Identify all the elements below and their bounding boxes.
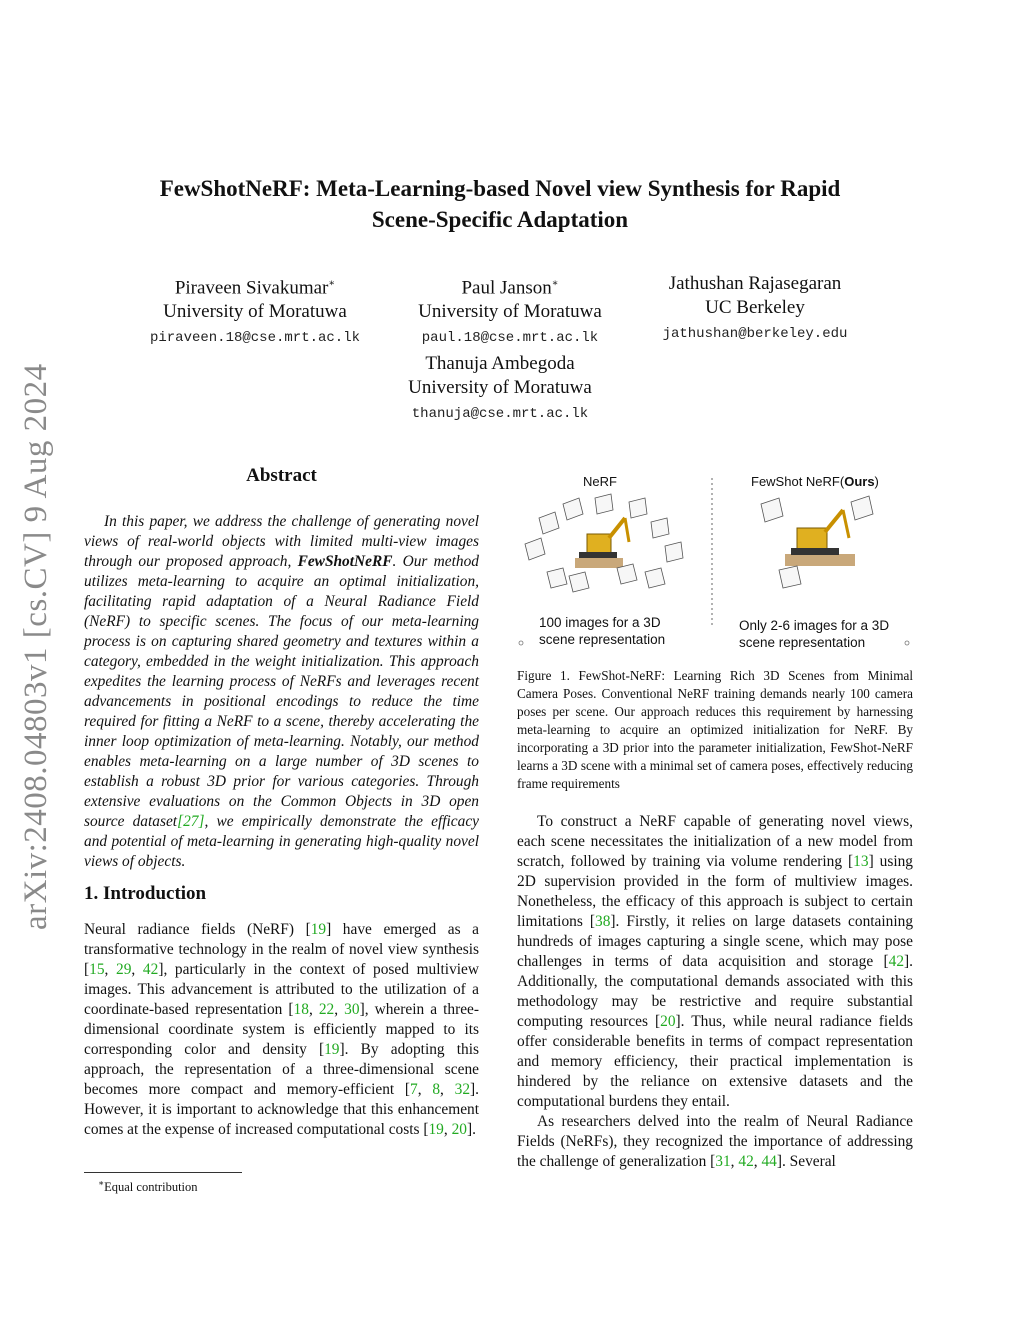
citation-link[interactable]: 7 [410,1081,418,1098]
body-text: , [131,961,143,978]
abstract-text: . Our method utilizes meta-learning to acquire an optimal initialization, facilitating rapid adaptation of a Neural Radiance Field (NeRF) to specific scenes. The focus of our meta-learning process is on capturing shared geometry and textures within a category, embedded in the weight initialization. This approach expedites the learning process of NeRFs and leverages recent advancements in positional encodings to reduce the time required for fitting a NeRF to a scene, thereby accelerating the inner loop optimization of meta-learning. Notably, our method enables meta-learning on a large number of 3D scenes to establish a robust 3D prior for various categories. Through extensive evaluations on the Common Objects in 3D open source dataset [84,553,479,830]
body-text: ], wherein a three-dimensional coordinate system is efficiently mapped to its corresponding color and density [ [84,1001,479,1058]
figure-1 [517,468,913,658]
author-email[interactable]: jathushan@berkeley.edu [662,326,848,342]
citation-link[interactable]: 32 [454,1081,471,1098]
abstract-heading: Abstract [246,465,317,486]
citation-link[interactable]: [27] [177,813,205,830]
body-text: , [308,1001,319,1018]
title-line-2: Scene-Specific Adaptation [371,207,629,232]
author-1 [135,272,375,348]
equal-contribution-mark: ∗ [328,278,336,289]
body-text: ]. Additionally, the computational demands associated with this methodology may be restrictive and require substantial computing resources [ [517,953,913,1030]
citation-link[interactable]: 20 [451,1121,467,1138]
paper-title [100,173,900,235]
title-line-1: FewShotNeRF: Meta-Learning-based Novel view Synthesis for Rapid [159,176,841,201]
body-text: ]. Firstly, it relies on large datasets containing hundreds of images capturing a single scene, which may pose challenges in terms of data acquisition and storage [ [517,913,914,970]
citation-link[interactable]: 19 [310,921,327,938]
body-text: ] using 2D supervision provided in the form of multiview images. Nonetheless, the efficacy of this approach is subject to certain limitations [ [517,853,913,930]
footnote-mark: ∗ [98,1178,105,1188]
body-text: , [104,961,117,978]
citation-link[interactable]: 38 [595,913,611,930]
body-text: ] have emerged as a transformative technology in the realm of novel view synthesis [ [84,921,479,978]
body-text: , [730,1153,739,1170]
equal-contribution-mark: ∗ [551,278,559,289]
paragraph [517,812,913,1112]
body-text: , [443,1121,452,1138]
body-text: ]. By adopting this approach, the representation of a three-dimensional scene becomes more compact and memory-efficient [ [84,1041,479,1098]
body-text: , [417,1081,433,1098]
citation-link[interactable]: 8 [432,1081,441,1098]
abstract-text: , we empirically demonstrate the efficacy and potential of meta-learning in generating high-quality novel views of objects. [84,813,479,870]
author-email[interactable]: thanuja@cse.mrt.ac.lk [411,406,589,422]
citation-link[interactable]: 18 [293,1001,309,1018]
figure-caption-fewshot: Only 2-6 images for a 3D scene representation [739,618,890,650]
body-text: ], particularly in the context of posed multiview images. This advancement is attributed to the utilization of a coordinate-based representation [ [84,961,479,1018]
citation-link[interactable]: 31 [715,1153,731,1170]
citation-link[interactable]: 29 [116,961,132,978]
footnote-rule [84,1172,242,1173]
citation-link[interactable]: 42 [888,953,905,970]
body-text: , [334,1001,345,1018]
intro-text [84,920,479,1140]
author-email[interactable]: piraveen.18@cse.mrt.ac.lk [149,330,361,347]
body-text: ]. Thus, while neural radiance fields offer considerable benefits in terms of compact representation and memory efficiency, their practical implementation is hindered by the reliance on extensive datasets and the computational burdens they entail. [517,1013,913,1110]
body-text: ]. Several [776,1153,836,1170]
footnote [98,1178,198,1195]
figure-caption-nerf: 100 images for a 3D scene representation [539,615,666,647]
citation-link[interactable]: 20 [660,1013,676,1030]
author-affiliation: University of Moratuwa [408,377,592,398]
citation-link[interactable]: 19 [324,1041,340,1058]
figure-label-nerf: NeRF [583,474,617,489]
citation-link[interactable]: 42 [142,961,159,978]
body-text: , [753,1153,762,1170]
citation-link[interactable]: 13 [853,853,869,870]
body-text: To construct a NeRF capable of generating novel views, each scene necessitates the initialization of a new model from scratch, followed by training via volume rendering [ [517,813,913,870]
author-name: Piraveen Sivakumar [174,277,329,299]
author-2 [390,272,630,348]
method-name: FewShotNeRF [297,553,393,570]
author-3 [640,272,870,344]
citation-link[interactable]: 30 [344,1001,360,1018]
body-text: Neural radiance fields (NeRF) [ [84,921,311,938]
figure-1-caption: Figure 1. FewShot-NeRF: Learning Rich 3D Scenes from Minimal Camera Poses. Conventional NeRF training demands nearly 100 camera poses per scene. Our approach reduces this requirement by harnessing meta-learning to acquire an optimized initialization for NeRF. By incorporating a 3D prior into the parameter initialization, FewShot-NeRF learns a 3D scene with a minimal set of camera poses, effectively reducing frame requirements [517,668,913,791]
body-text: ]. [466,1121,476,1138]
author-affiliation: UC Berkeley [705,297,805,318]
abstract-body [84,512,479,872]
excavator-left [575,518,629,568]
citation-link[interactable]: 42 [738,1153,754,1170]
abstract-text: In this paper, we address the challenge of generating novel views of real-world objects with limited multi-view images through our proposed approach, [84,513,479,570]
paragraph [517,1112,913,1172]
body-text: ]. However, it is important to acknowledge that this enhancement comes at the expense of increased computational costs [ [84,1081,479,1138]
figure-label-fewshot: FewShot NeRF(Ours) [751,474,879,489]
body-text: As researchers delved into the realm of Neural Radiance Fields (NeRFs), they recognized the importance of addressing the challenge of generalization [ [517,1113,913,1170]
author-4 [380,352,620,424]
author-email[interactable]: paul.18@cse.mrt.ac.lk [421,330,599,347]
excavator-right [785,510,855,566]
right-column [517,812,913,1172]
author-affiliation: University of Moratuwa [163,301,347,323]
footnote-text: Equal contribution [104,1180,198,1195]
intro-paragraph [84,920,479,1140]
body-text: , [440,1081,455,1098]
citation-link[interactable]: 22 [318,1001,335,1018]
author-name: Paul Janson [461,277,552,299]
citation-link[interactable]: 19 [428,1121,444,1138]
section-heading-introduction: 1. Introduction [84,883,207,904]
author-affiliation: University of Moratuwa [418,301,602,323]
citation-link[interactable]: 44 [761,1153,777,1170]
arxiv-identifier: arXiv:2408.04803v1 [cs.CV] 9 Aug 2024 [18,363,54,930]
author-name: Jathushan Rajasegaran [668,273,842,294]
author-name: Thanuja Ambegoda [425,353,575,374]
citation-link[interactable]: 15 [89,961,105,978]
